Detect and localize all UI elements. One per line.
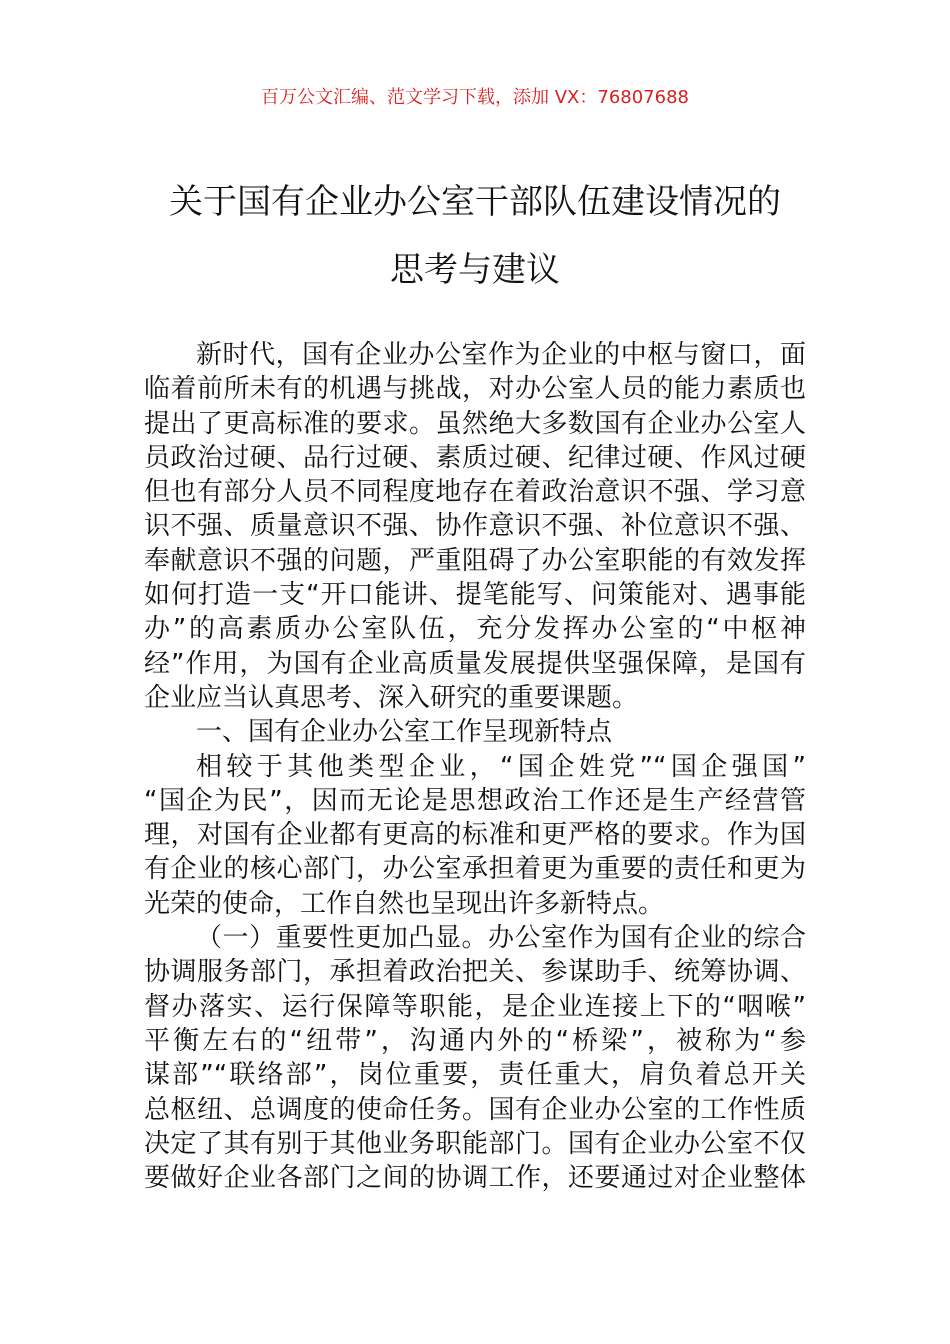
paragraph-line: 临着前所未有的机遇与挑战，对办公室人员的能力素质也 (144, 374, 806, 405)
paragraph-line: 提出了更高标准的要求。虽然绝大多数国有企业办公室人 (144, 408, 806, 439)
paragraph-line: 新时代，国有企业办公室作为企业的中枢与窗口，面 (196, 340, 806, 370)
paragraph-line: 员政治过硬、品行过硬、素质过硬、纪律过硬、作风过硬 (144, 442, 806, 473)
paragraph-line: 要做好企业各部门之间的协调工作，还要通过对企业整体 (144, 1163, 806, 1194)
paragraph-line: 但也有部分人员不同程度地存在着政治意识不强、学习意 (144, 477, 806, 508)
title-line-1: 关于国有企业办公室干部队伍建设情况的 (169, 182, 781, 222)
paragraph-line: （一）重要性更加凸显。办公室作为国有企业的综合 (196, 923, 806, 954)
paragraph-line: 谋部”“联络部”，岗位重要，责任重大，肩负着总开关 (144, 1060, 806, 1091)
paragraph-line: 办”的高素质办公室队伍，充分发挥办公室的“中枢神 (144, 614, 806, 645)
section-heading: 一、国有企业办公室工作呈现新特点 (196, 717, 613, 748)
paragraph-line: 经”作用，为国有企业高质量发展提供坚强保障，是国有 (144, 648, 806, 679)
paragraph-line: 协调服务部门，承担着政治把关、参谋助手、统筹协调、 (144, 957, 806, 988)
paragraph-line: 企业应当认真思考、深入研究的重要课题。 (144, 682, 639, 713)
document-title (0, 168, 950, 304)
paragraph-line: 如何打造一支“开口能讲、提笔能写、问策能对、遇事能 (144, 580, 806, 611)
paragraph-line: 奉献意识不强的问题，严重阻碍了办公室职能的有效发挥 (144, 545, 806, 576)
title-line-2: 思考与建议 (390, 250, 560, 290)
paragraph-line: 有企业的核心部门，办公室承担着更为重要的责任和更为 (144, 854, 806, 885)
paragraph-line: 理，对国有企业都有更高的标准和更严格的要求。作为国 (144, 820, 806, 851)
paragraph-line: 平衡左右的“纽带”，沟通内外的“桥梁”，被称为“参 (144, 1025, 806, 1056)
paragraph-line: 督办落实、运行保障等职能，是企业连接上下的“咽喉” (144, 991, 806, 1022)
paragraph-line: 总枢纽、总调度的使命任务。国有企业办公室的工作性质 (144, 1094, 806, 1125)
paragraph-line: “国企为民”，因而无论是思想政治工作还是生产经营管 (144, 785, 806, 816)
paragraph-line: 识不强、质量意识不强、协作意识不强、补位意识不强、 (144, 511, 806, 542)
paragraph-line: 决定了其有别于其他业务职能部门。国有企业办公室不仅 (144, 1128, 806, 1159)
document-body (144, 338, 806, 1195)
paragraph-line: 光荣的使命，工作自然也呈现出许多新特点。 (144, 888, 665, 919)
paragraph-line: 相较于其他类型企业，“国企姓党”“国企强国” (196, 751, 806, 782)
watermark-banner: 百万公文汇编、范文学习下载，添加 VX：76807688 (261, 87, 689, 108)
